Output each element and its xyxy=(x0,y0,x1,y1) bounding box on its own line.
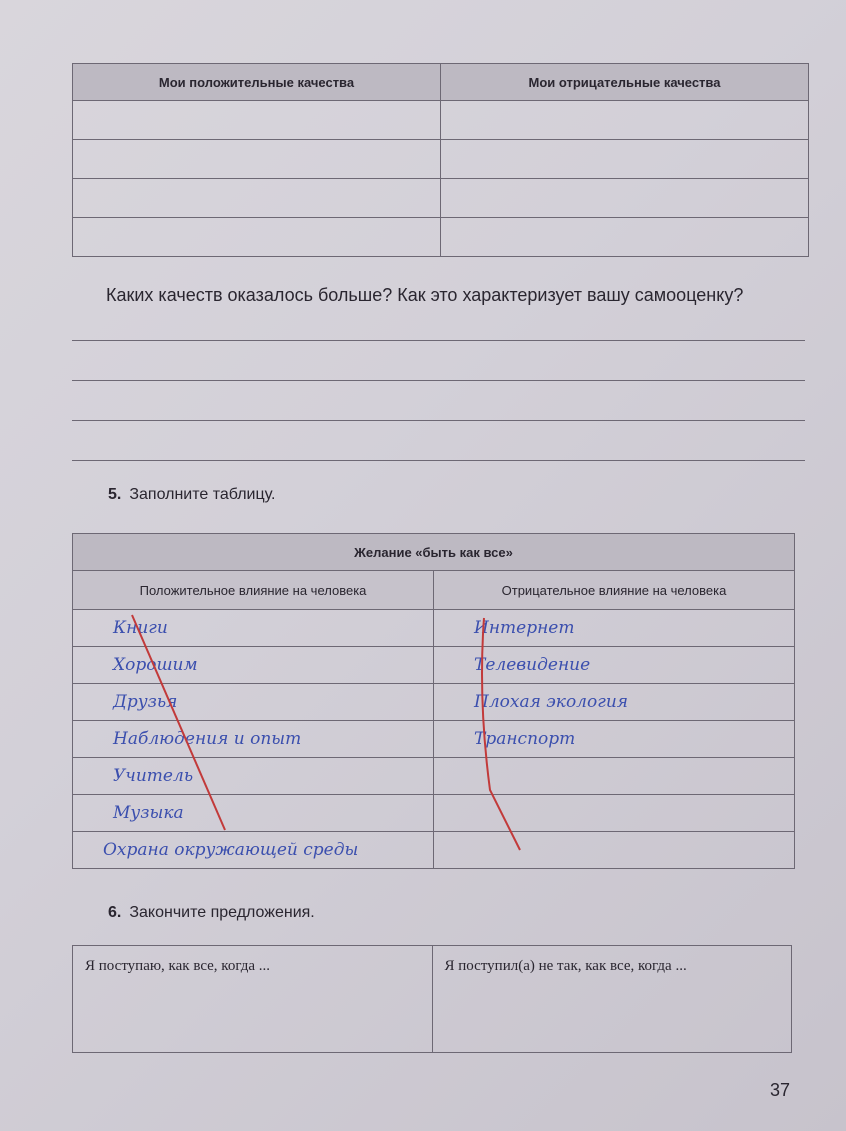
task-number: 5. xyxy=(108,486,122,503)
finish-cell-different[interactable]: Я поступил(а) не так, как все, когда ... xyxy=(432,946,792,1053)
handwritten-positive[interactable]: Учитель xyxy=(73,758,434,795)
qualities-header-negative: Мои отрицательные качества xyxy=(441,64,809,101)
strike-line-right xyxy=(482,618,520,850)
handwritten-negative[interactable]: Телевидение xyxy=(434,647,795,684)
self-esteem-question: Каких качеств оказалось больше? Как это характеризует вашу самооценку? xyxy=(106,285,744,305)
wish-header-positive: Положительное влияние на человека xyxy=(73,571,434,610)
handwritten-positive[interactable]: Охрана окружающей среды xyxy=(73,832,434,869)
task-text: Закончите предложения. xyxy=(129,904,315,921)
finish-sentences-table xyxy=(72,945,792,1053)
handwritten-negative[interactable]: Плохая экология xyxy=(434,684,795,721)
task-6 xyxy=(108,904,315,922)
wish-header-negative: Отрицательное влияние на человека xyxy=(434,571,795,610)
strike-line-left xyxy=(132,615,225,830)
handwritten-positive[interactable]: Друзья xyxy=(73,684,434,721)
handwritten-positive[interactable]: Книги xyxy=(73,610,434,647)
handwritten-positive[interactable]: Наблюдения и опыт xyxy=(73,721,434,758)
task-number: 6. xyxy=(108,904,122,921)
finish-cell-same[interactable]: Я поступаю, как все, когда ... xyxy=(73,946,433,1053)
page-number: 37 xyxy=(769,1080,790,1100)
handwritten-positive[interactable]: Музыка xyxy=(73,795,434,832)
handwritten-negative[interactable]: Интернет xyxy=(434,610,795,647)
handwritten-negative[interactable]: Транспорт xyxy=(434,721,795,758)
task-text: Заполните таблицу. xyxy=(129,486,276,503)
qualities-header-positive: Мои положительные качества xyxy=(73,64,441,101)
handwritten-positive[interactable]: Хорошим xyxy=(73,647,434,684)
wish-table-title: Желание «быть как все» xyxy=(73,534,795,571)
